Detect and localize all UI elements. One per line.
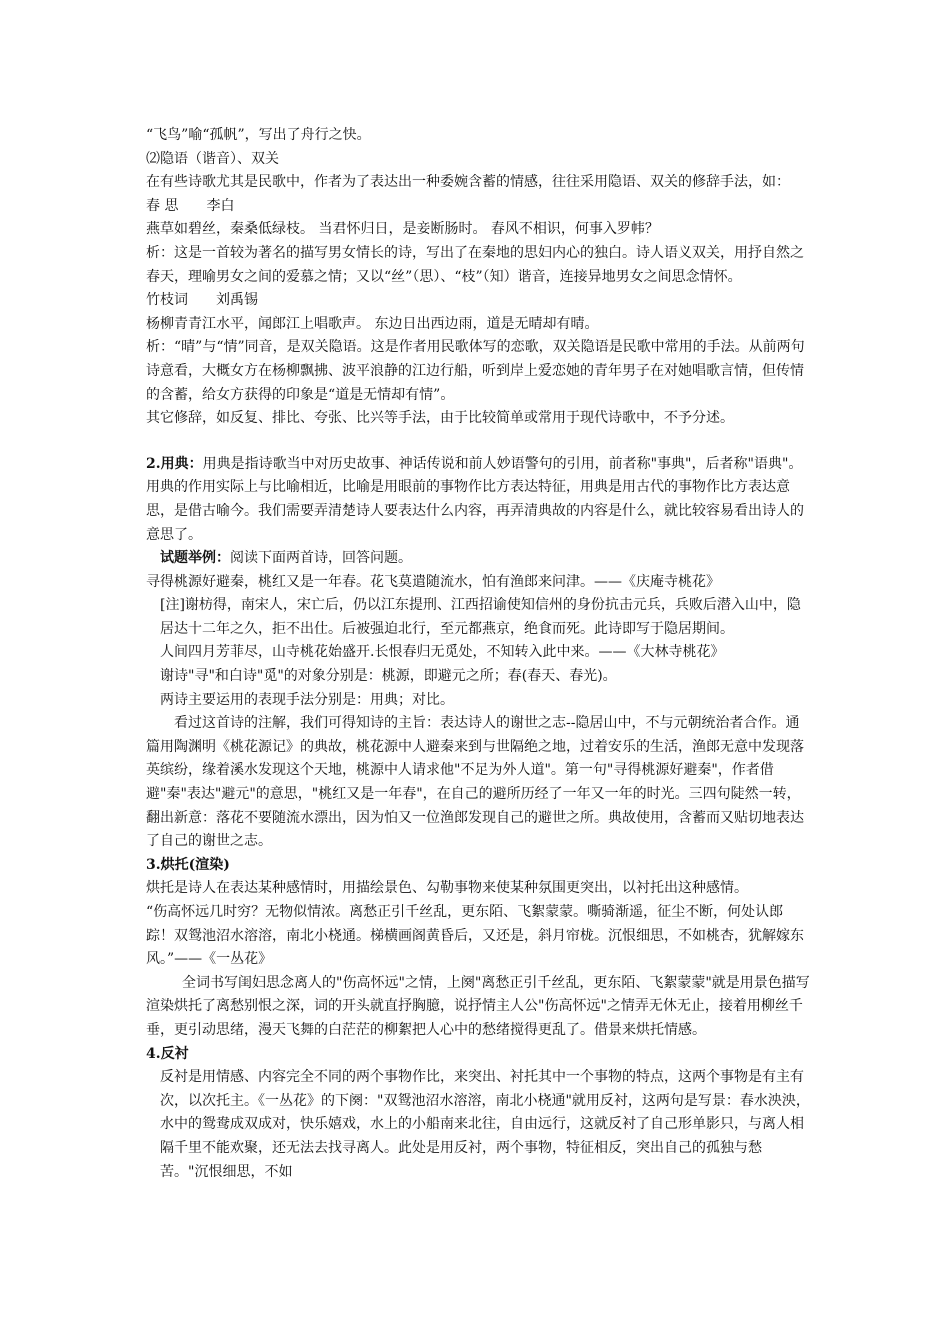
definition-paragraph: 烘托是诗人在表达某种感情时，用描绘景色、勾勒事物来使某种氛围更突出，以衬托出这种感情。	[146, 880, 748, 897]
poem-title-line	[146, 195, 810, 219]
poem-text: 燕草如碧丝，秦桑低绿枝。 当君怀归日，是妾断肠时。 春风不相识，何事入罗帏？	[146, 221, 659, 238]
paragraph: “飞鸟”喻“孤帆”，写出了舟行之快。	[146, 127, 371, 143]
section-allusion	[146, 453, 810, 547]
poem-text: “伤高怀远几时穷？无物似情浓。离愁正引千丝乱，更东陌、飞絮蒙蒙。嘶骑渐遥，征尘不断，何处认郎踪！双鸳池沼水溶溶，南北小桡通。梯横画阁黄昏后，又还是，斜月帘栊。沉恨细思，不如桃杏，犹解嫁东风。”——《一丛花》	[146, 904, 804, 968]
poem-title: 春 思	[146, 197, 179, 214]
spacer	[146, 431, 810, 453]
section-text: 反衬是用情感、内容完全不同的两个事物作比，来突出、衬托其中一个事物的特点，这两个事物是有主有次，以次托主。《一丛花》的下阕："双鸳池沼水溶溶，南北小桡通"就用反衬，这两句是写景：春水泱泱，水中的鸳鸯成双成对，快乐嬉戏，水上的小船南来北往，自由远行，这就反衬了自己形单影只，与离人相隔千里不能欢聚，还无法去找寻离人。此处是用反衬，两个事物，特征相反，突出自己的孤独与愁苦。"沉恨细思，不如	[160, 1069, 810, 1180]
document-body	[146, 124, 810, 1184]
example-label: 试题举例：	[160, 550, 230, 567]
poem-title: 竹枝词	[146, 292, 188, 309]
note-paragraph: [注]谢枋得，南宋人，宋亡后，仍以江东提刑、江西招谕使知信州的身份抗击元兵，兵败后潜入山中，隐居达十二年之久，拒不出仕。后被强迫北行，至元都燕京，绝食而死。此诗即写于隐居期间。	[160, 597, 801, 637]
section-heading-foil: 3.烘托(渲染)	[146, 856, 230, 873]
analysis-paragraph: 看过这首诗的注解，我们可得知诗的主旨：表达诗人的谢世之志--隐居山中，不与元朝统治者合作。通篇用陶渊明《桃花源记》的典故，桃花源中人避秦来到与世隔绝之地，过着安乐的生活，渔郎无意中发现落英缤纷，缘着溪水发现这个天地，桃源中人请求他"不足为外人道"。第一句"寻得桃源好避秦"，作者借避"秦"表达"避元"的意思，"桃红又是一年春"，在自己的避所历经了一年又一年的时光。三四句陡然一转，翻出新意：落花不要随流水漂出，因为怕又一位渔郎发现自己的避世之所。典故使用，含蓄而又贴切地表达了自己的谢世之志。	[146, 715, 804, 850]
poem-author: 李白	[206, 197, 235, 214]
paragraph: 在有些诗歌尤其是民歌中，作者为了表达出一种委婉含蓄的情感，往往采用隐语、双关的修辞手法，如：	[146, 174, 790, 191]
answer-line: 谢诗"寻"和白诗"觅"的对象分别是：桃源，即避元之所；春(春天、春光)。	[160, 668, 617, 685]
answer-line: 两诗主要运用的表现手法分别是：用典；对比。	[160, 691, 454, 708]
example-text: 阅读下面两首诗，回答问题。	[230, 550, 412, 567]
analysis-paragraph: 析：这是一首较为著名的描写男女情长的诗，写出了在秦地的思妇内心的独白。诗人语义双关，用抒自然之春天，理喻男女之间的爱慕之情；又以“丝”（思）、“枝”（知）谐音，连接异地男女之间思念情怀。	[146, 244, 804, 285]
analysis-paragraph: 析：“晴”与“情”同音，是双关隐语。这是作者用民歌体写的恋歌，双关隐语是民歌中常用的手法。从前两句诗意看，大概女方在杨柳飘拂、波平浪静的江边行船，听到岸上爱恋她的青年男子在对她唱歌言情，但传情的含蓄，给女方获得的印象是“道是无情却有情”。	[146, 339, 805, 403]
poem-text: 人间四月芳菲尽，山寺桃花始盛开.长恨春归无觅处，不知转入此中来。——《大林寺桃花》	[160, 644, 725, 661]
section-label: 2.用典：	[146, 455, 203, 472]
paragraph: 其它修辞，如反复、排比、夸张、比兴等手法，由于比较简单或常用于现代诗歌中，不予分述。	[146, 410, 734, 427]
poem-text: 杨柳青青江水平，闻郎江上唱歌声。 东边日出西边雨，道是无晴却有晴。	[146, 315, 599, 332]
example-intro	[146, 547, 810, 571]
subheading-pun: ⑵隐语（谐音）、双关	[146, 150, 279, 167]
section-text: 用典是指诗歌当中对历史故事、神话传说和前人妙语警句的引用，前者称"事典"，后者称"语典"。用典的作用实际上与比喻相近，比喻是用眼前的事物作比方表达特征，用典是用古代的事物作比方表达意思，是借古喻今。我们需要弄清楚诗人要表达什么内容，再弄清典故的内容是什么，就比较容易看出诗人的意思了。	[146, 455, 804, 543]
section-heading-contrast: 4.反衬	[146, 1045, 189, 1062]
poem-author: 刘禹锡	[216, 292, 258, 309]
poem-title-line	[146, 289, 810, 313]
analysis-paragraph: 全词书写闺妇思念离人的"伤高怀远"之情，上阕"离愁正引千丝乱，更东陌、飞絮蒙蒙"就是用景色描写渲染烘托了离愁别恨之深，词的开头就直抒胸臆，说抒情主人公"伤高怀远"之情弄无休无止，接着用柳丝千垂，更引动思绪，漫天飞舞的白茫茫的柳絮把人心中的愁绪搅得更乱了。借景来烘托情感。	[146, 974, 810, 1038]
poem-text: 寻得桃源好避秦，桃红又是一年春。花飞莫遣随流水，怕有渔郎来问津。——《庆庵寺桃花》	[146, 573, 720, 590]
